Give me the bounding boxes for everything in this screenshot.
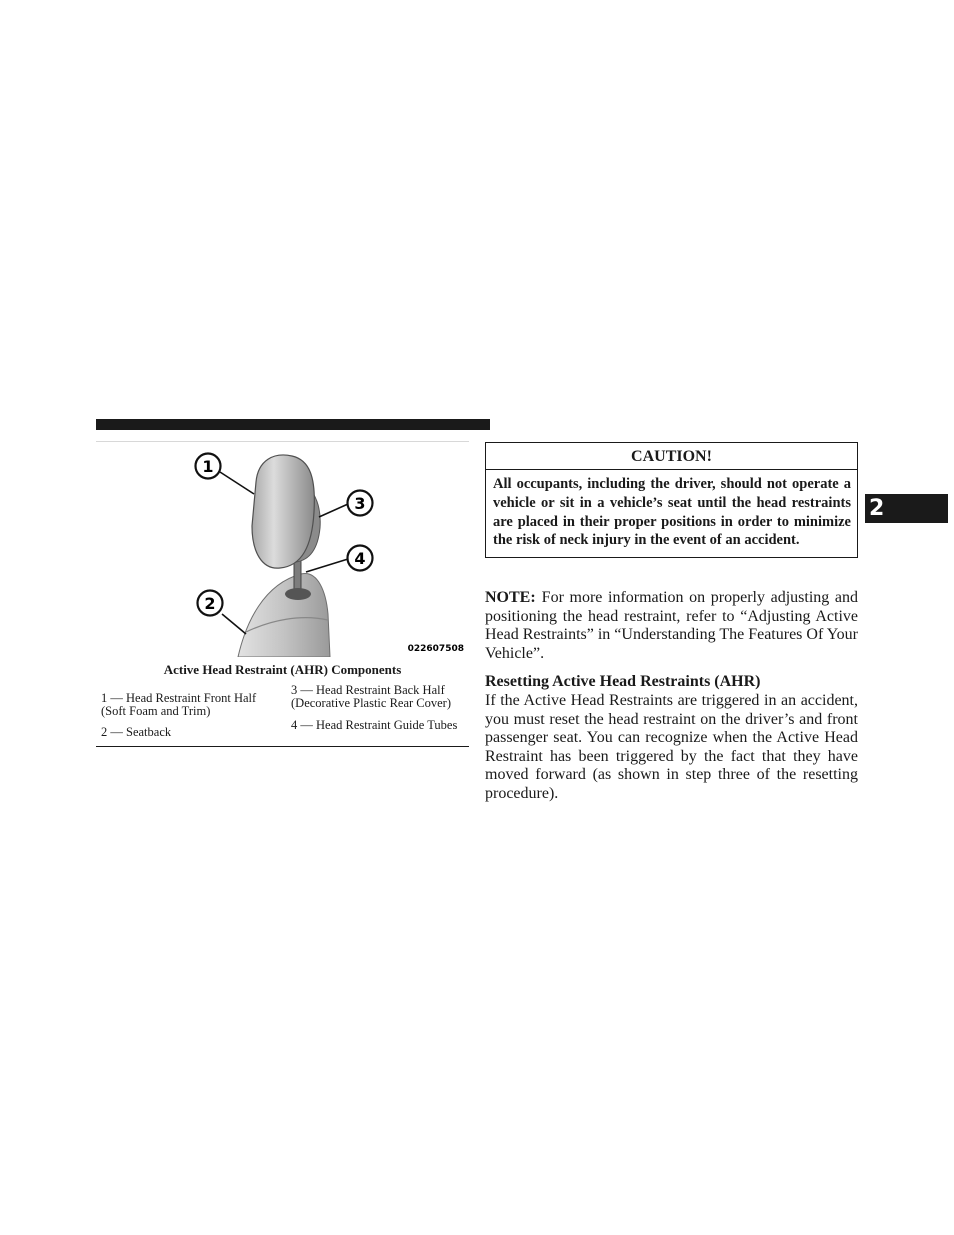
caution-title: CAUTION! — [486, 443, 857, 470]
legend-item-1: 1 — Head Restraint Front Half (Soft Foam and Trim) — [101, 691, 257, 718]
callout-1 — [196, 454, 221, 479]
legend-row — [96, 684, 469, 717]
legend-item-3: 3 — Head Restraint Back Half (Decorative Plastic Rear Cover) — [291, 683, 452, 710]
legend-row — [96, 719, 469, 739]
head-restraint-front-shape — [252, 455, 314, 568]
figure-code: 022607508 — [407, 644, 464, 654]
section-top-rule — [96, 419, 490, 430]
head-restraint-illustration — [96, 442, 469, 657]
section-heading: Resetting Active Head Restraints (AHR) — [485, 673, 761, 690]
caution-body: All occupants, including the driver, should not operate a vehicle or sit in a vehicle’s seat until the head restraints are placed in their proper positions in order to minimize the risk of neck injury in the event of an accident. — [493, 476, 851, 549]
svg-text:4: 4 — [354, 549, 366, 568]
svg-text:3: 3 — [354, 494, 366, 513]
section-paragraph: If the Active Head Restraints are triggered in an accident, you must reset the head restraint on the driver’s and front passenger seat. You can recognize when the Active Head Restraint has been triggered by the fact that they have moved forward (as shown in step three of the resetting procedure). — [485, 692, 858, 802]
svg-text:2: 2 — [204, 594, 216, 613]
legend-item-4: 4 — Head Restraint Guide Tubes — [291, 718, 458, 732]
callout-3 — [348, 491, 373, 516]
svg-text:1: 1 — [202, 457, 214, 476]
legend-item-2: 2 — Seatback — [101, 725, 172, 739]
callout-4 — [348, 546, 373, 571]
ahr-components-figure — [96, 441, 469, 657]
caution-box — [485, 442, 858, 558]
callout-2 — [198, 591, 223, 616]
note-paragraph — [485, 589, 858, 663]
chapter-tab: 2 — [865, 494, 948, 523]
note-text: For more information on properly adjusting and positioning the head restraint, refer to “Adjusting Active Head Restraints” in “Understanding The Features Of Your Vehicle”. — [485, 589, 858, 662]
note-label: NOTE: — [485, 589, 536, 606]
figure-legend — [96, 684, 469, 747]
figure-caption: Active Head Restraint (AHR) Components — [163, 662, 402, 677]
